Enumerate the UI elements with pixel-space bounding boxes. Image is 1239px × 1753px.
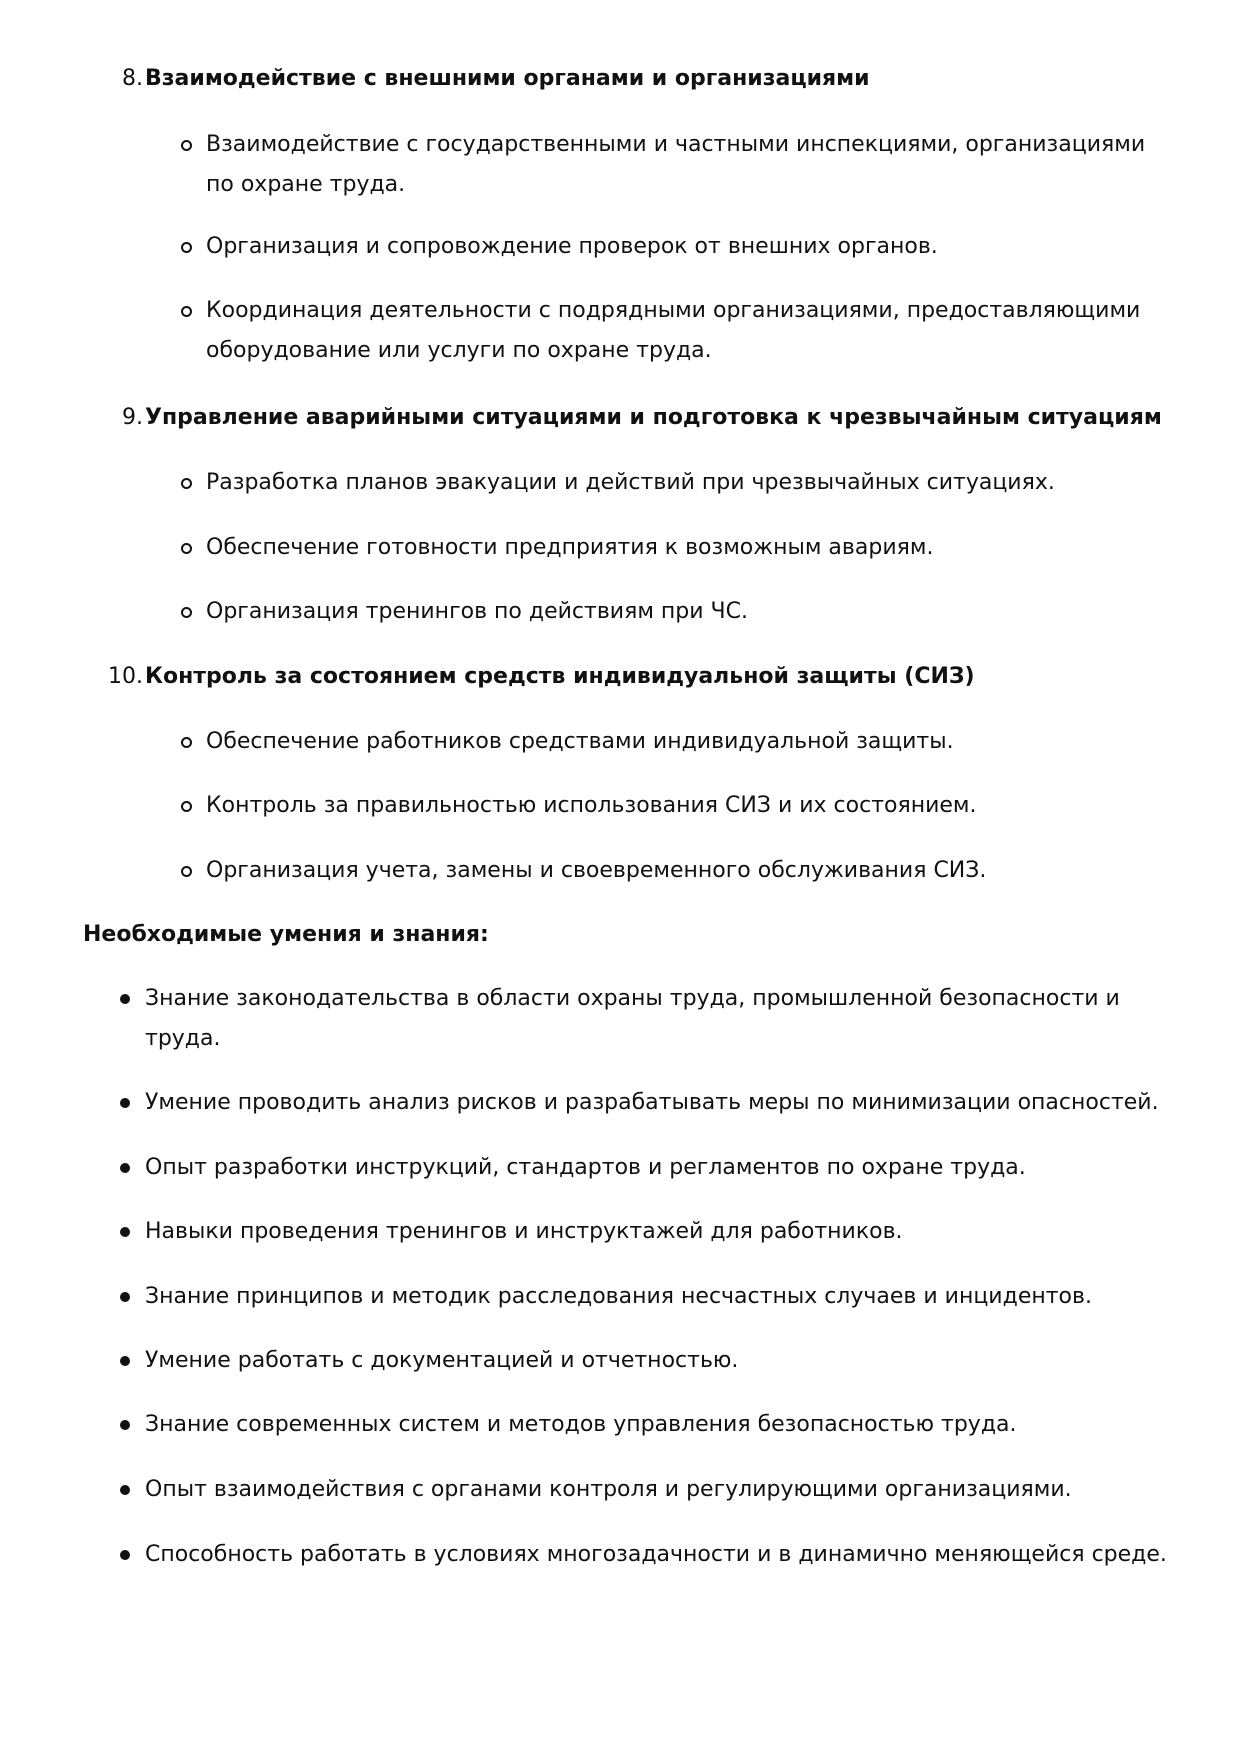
bullet-list-item — [145, 1148, 1165, 1188]
bullet-list-item — [145, 1405, 1165, 1445]
sub-item-text: Контроль за правильностью использования СИЗ и их состоянием. — [206, 793, 977, 818]
circle-bullet-icon — [181, 543, 192, 554]
sub-item-text: Организация и сопровождение проверок от внешних органов. — [206, 234, 938, 259]
bullet-item-text: Опыт взаимодействия с органами контроля и регулирующими организациями. — [145, 1477, 1072, 1502]
sub-item-text: Разработка планов эвакуации и действий при чрезвычайных ситуациях. — [206, 470, 1055, 495]
sub-item-text: Обеспечение работников средствами индивидуальной защиты. — [206, 729, 954, 754]
bullet-item-text: Знание современных систем и методов управления безопасностью труда. — [145, 1412, 1017, 1437]
bullet-list-item — [145, 1341, 1165, 1381]
bullet-item-text: Способность работать в условиях многозадачности и в динамично меняющейся среде. — [145, 1542, 1167, 1567]
circle-bullet-icon — [181, 737, 192, 748]
circle-bullet-icon — [181, 607, 192, 618]
bullet-list-item — [145, 1083, 1165, 1123]
item-number: 8. — [122, 66, 143, 91]
sub-list-item — [206, 851, 1156, 891]
bullet-list-item — [145, 1470, 1165, 1510]
circle-bullet-icon — [181, 242, 192, 253]
bullet-dot-icon — [120, 1227, 130, 1237]
sub-item-text: Организация тренингов по действиям при ЧС. — [206, 599, 748, 624]
circle-bullet-icon — [181, 140, 192, 151]
bullet-dot-icon — [120, 1098, 130, 1108]
sub-item-text: Взаимодействие с государственными и частными инспекциями, организациями по охране труда. — [206, 132, 1146, 197]
item-title: Взаимодействие с внешними органами и организациями — [145, 66, 870, 91]
sub-list-item — [206, 528, 1156, 568]
sub-list-item — [206, 291, 1156, 371]
bullet-dot-icon — [120, 994, 130, 1004]
item-number: 9. — [122, 405, 143, 430]
bullet-item-text: Умение проводить анализ рисков и разрабатывать меры по минимизации опасностей. — [145, 1090, 1159, 1115]
bullet-dot-icon — [120, 1292, 130, 1302]
bullet-dot-icon — [120, 1485, 130, 1495]
sub-list-item — [206, 592, 1156, 632]
bullet-list-item — [145, 1212, 1165, 1252]
circle-bullet-icon — [181, 306, 192, 317]
sub-item-text: Организация учета, замены и своевременного обслуживания СИЗ. — [206, 858, 987, 883]
circle-bullet-icon — [181, 801, 192, 812]
item-title: Управление аварийными ситуациями и подготовка к чрезвычайным ситуациям — [145, 405, 1162, 430]
sub-list-item — [206, 463, 1156, 503]
bullet-list-item — [145, 1535, 1165, 1575]
sub-item-text: Координация деятельности с подрядными организациями, предоставляющими оборудование или услуги по охране труда. — [206, 298, 1141, 363]
bullet-item-text: Знание принципов и методик расследования несчастных случаев и инцидентов. — [145, 1284, 1092, 1309]
skills-heading: Необходимые умения и знания: — [83, 922, 489, 947]
bullet-item-text: Навыки проведения тренингов и инструктажей для работников. — [145, 1219, 903, 1244]
bullet-item-text: Умение работать с документацией и отчетностью. — [145, 1348, 739, 1373]
sub-list-item — [206, 227, 1156, 267]
bullet-dot-icon — [120, 1550, 130, 1560]
bullet-dot-icon — [120, 1163, 130, 1173]
bullet-dot-icon — [120, 1420, 130, 1430]
sub-item-text: Обеспечение готовности предприятия к возможным авариям. — [206, 535, 934, 560]
sub-list-item — [206, 786, 1156, 826]
bullet-item-text: Знание законодательства в области охраны труда, промышленной безопасности и труда. — [145, 986, 1120, 1051]
bullet-dot-icon — [120, 1356, 130, 1366]
item-number: 10. — [108, 664, 143, 689]
bullet-list-item — [145, 1277, 1165, 1317]
circle-bullet-icon — [181, 478, 192, 489]
circle-bullet-icon — [181, 866, 192, 877]
item-title: Контроль за состоянием средств индивидуальной защиты (СИЗ) — [145, 664, 975, 689]
sub-list-item — [206, 722, 1156, 762]
bullet-list-item — [145, 979, 1165, 1059]
sub-list-item — [206, 125, 1156, 205]
bullet-item-text: Опыт разработки инструкций, стандартов и регламентов по охране труда. — [145, 1155, 1026, 1180]
